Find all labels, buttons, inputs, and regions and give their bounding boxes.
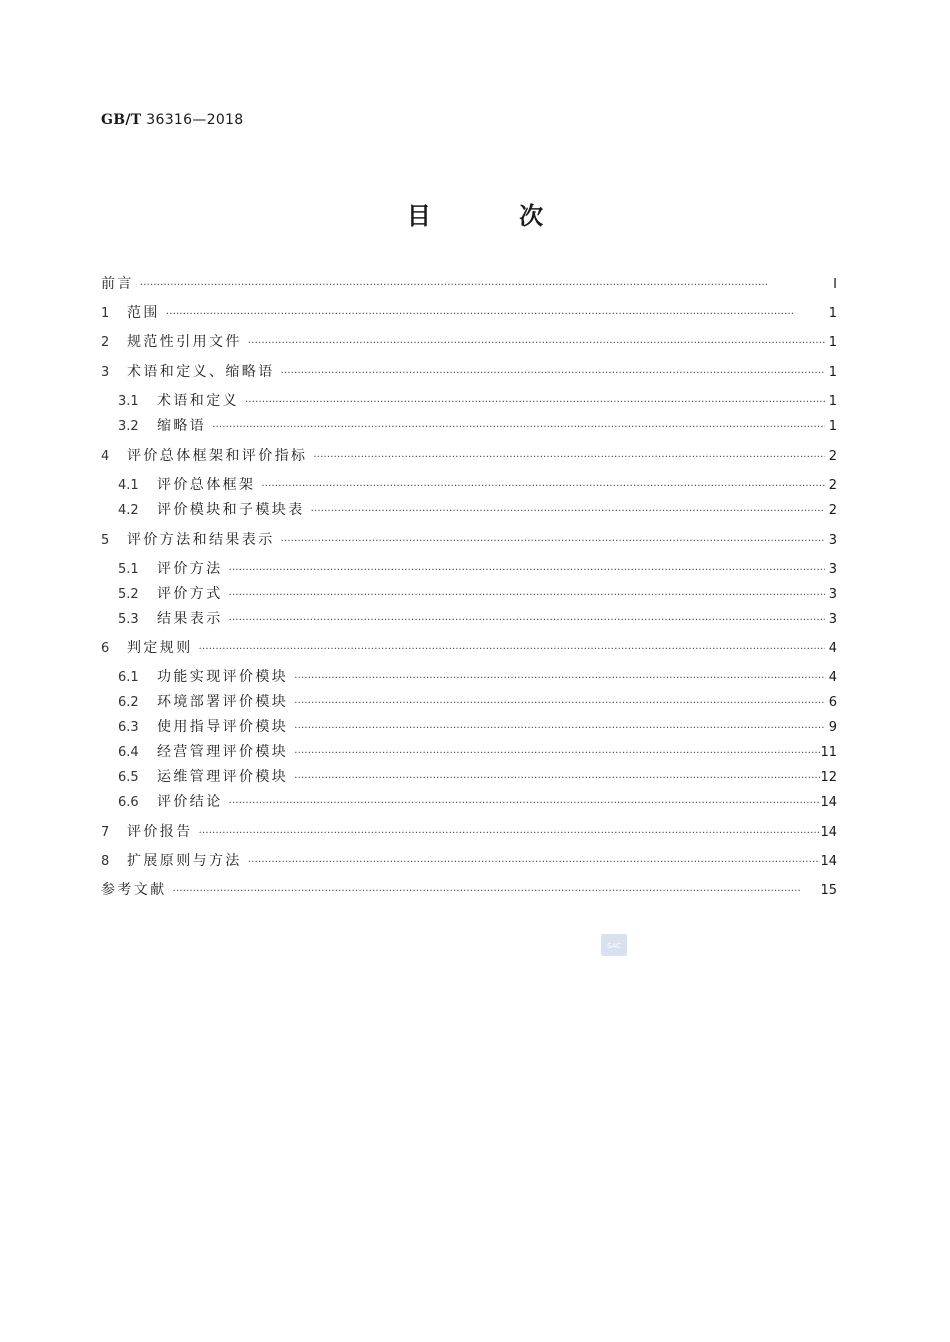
toc-entry-label: 评价总体框架和评价指标 bbox=[127, 448, 308, 464]
toc-leader-dots bbox=[248, 334, 825, 354]
toc-entry-page: 3 bbox=[828, 533, 837, 548]
toc-entry-label: 经营管理评价模块 bbox=[157, 744, 289, 760]
toc-entry-page: 1 bbox=[828, 335, 837, 350]
toc-entry[interactable] bbox=[101, 880, 837, 900]
toc-entry-number: 7 bbox=[101, 825, 110, 840]
toc-entry-number: 3.1 bbox=[118, 394, 139, 409]
svg-text:SAC: SAC bbox=[606, 942, 622, 950]
toc-entry[interactable] bbox=[101, 362, 837, 382]
toc-entry-number: 4.1 bbox=[118, 478, 139, 493]
toc-leader-dots bbox=[248, 853, 821, 873]
toc-entry-number: 6.6 bbox=[118, 795, 139, 810]
toc-entry-label: 术语和定义 bbox=[157, 393, 239, 409]
toc-entry[interactable] bbox=[101, 530, 837, 550]
toc-entry-label: 评价报告 bbox=[127, 824, 193, 840]
toc-entry-label: 使用指导评价模块 bbox=[157, 719, 289, 735]
toc-leader-dots bbox=[294, 719, 825, 739]
toc-entry-label: 前言 bbox=[101, 276, 134, 292]
toc-entry-page: 2 bbox=[828, 478, 837, 493]
toc-entry[interactable] bbox=[101, 446, 837, 466]
toc-entry-number: 6.5 bbox=[118, 770, 139, 785]
toc-leader-dots bbox=[229, 561, 825, 581]
toc-entry-number: 6 bbox=[101, 641, 110, 656]
toc-entry-page: 14 bbox=[820, 795, 837, 810]
toc-entry[interactable] bbox=[101, 584, 837, 604]
toc-entry[interactable] bbox=[101, 559, 837, 579]
toc-entry-page: 15 bbox=[820, 883, 837, 898]
standard-number: 36316—2018 bbox=[146, 112, 244, 128]
toc-entry[interactable] bbox=[101, 500, 837, 520]
toc-leader-dots bbox=[212, 418, 825, 438]
toc-entry-label: 术语和定义、缩略语 bbox=[127, 364, 275, 380]
toc-entry-number: 1 bbox=[101, 306, 110, 321]
toc-entry-page: 3 bbox=[828, 587, 837, 602]
toc-entry-label: 评价总体框架 bbox=[157, 477, 256, 493]
toc-entry-label: 范围 bbox=[127, 305, 160, 321]
toc-leader-dots bbox=[229, 794, 821, 814]
toc-entry-label: 功能实现评价模块 bbox=[157, 669, 289, 685]
toc-entry-page: 4 bbox=[828, 670, 837, 685]
page-title: 目 次 bbox=[406, 202, 584, 230]
toc-entry-label: 环境部署评价模块 bbox=[157, 694, 289, 710]
toc-entry-number: 6.4 bbox=[118, 745, 139, 760]
toc-entry[interactable] bbox=[101, 692, 837, 712]
toc-entry[interactable] bbox=[101, 767, 837, 787]
toc-entry-label: 缩略语 bbox=[157, 418, 207, 434]
toc-entry-number: 2 bbox=[101, 335, 110, 350]
sac-logo-icon bbox=[601, 934, 627, 956]
toc-entry-number: 4.2 bbox=[118, 503, 139, 518]
toc-entry-page: 12 bbox=[820, 770, 837, 785]
toc-entry[interactable] bbox=[101, 792, 837, 812]
toc-entry-label: 结果表示 bbox=[157, 611, 223, 627]
toc-entry-page: 11 bbox=[820, 745, 837, 760]
toc-entry[interactable] bbox=[101, 609, 837, 629]
toc-leader-dots bbox=[199, 824, 821, 844]
toc-entry-number: 5.2 bbox=[118, 587, 139, 602]
toc-leader-dots bbox=[294, 694, 825, 714]
toc-entry[interactable] bbox=[101, 416, 837, 436]
toc-entry-page: 1 bbox=[828, 306, 837, 321]
toc-leader-dots bbox=[311, 502, 825, 522]
toc-entry-label: 参考文献 bbox=[101, 882, 167, 898]
toc-entry-label: 评价结论 bbox=[157, 794, 223, 810]
toc-leader-dots bbox=[313, 448, 825, 468]
toc-entry-page: 14 bbox=[820, 854, 837, 869]
toc-leader-dots bbox=[229, 586, 825, 606]
toc-leader-dots bbox=[245, 393, 825, 413]
toc-leader-dots bbox=[166, 305, 825, 325]
toc-entry-page: 1 bbox=[828, 365, 837, 380]
toc-entry-label: 评价模块和子模块表 bbox=[157, 502, 305, 518]
toc-entry-page: 6 bbox=[828, 695, 837, 710]
toc-entry-label: 判定规则 bbox=[127, 640, 193, 656]
toc-leader-dots bbox=[294, 769, 820, 789]
toc-entry-label: 评价方法 bbox=[157, 561, 223, 577]
toc-entry-number: 6.1 bbox=[118, 670, 139, 685]
toc-leader-dots bbox=[140, 276, 825, 296]
toc-entry-page: 4 bbox=[828, 641, 837, 656]
toc-entry[interactable] bbox=[101, 274, 837, 294]
toc-entry-page: 9 bbox=[828, 720, 837, 735]
toc-leader-dots bbox=[173, 882, 821, 902]
toc-entry-number: 5.3 bbox=[118, 612, 139, 627]
toc-leader-dots bbox=[294, 744, 820, 764]
standard-code bbox=[101, 112, 243, 128]
toc-entry-number: 5.1 bbox=[118, 562, 139, 577]
standard-prefix: GB/T bbox=[101, 112, 142, 128]
toc-entry[interactable] bbox=[101, 303, 837, 323]
toc-leader-dots bbox=[199, 640, 825, 660]
toc-entry[interactable] bbox=[101, 717, 837, 737]
toc-leader-dots bbox=[261, 477, 825, 497]
toc-entry-number: 3.2 bbox=[118, 419, 139, 434]
toc-entry-page: 2 bbox=[828, 449, 837, 464]
toc-leader-dots bbox=[229, 611, 825, 631]
toc-entry-number: 5 bbox=[101, 533, 110, 548]
toc-entry-number: 6.2 bbox=[118, 695, 139, 710]
toc-entry-page: 2 bbox=[828, 503, 837, 518]
toc-entry-label: 规范性引用文件 bbox=[127, 334, 242, 350]
toc-leader-dots bbox=[294, 669, 825, 689]
toc-leader-dots bbox=[281, 532, 825, 552]
toc-entry[interactable] bbox=[101, 638, 837, 658]
toc-entry-label: 评价方法和结果表示 bbox=[127, 532, 275, 548]
toc-entry-page: 3 bbox=[828, 612, 837, 627]
toc-entry-number: 4 bbox=[101, 449, 110, 464]
toc-entry[interactable] bbox=[101, 851, 837, 871]
toc-entry-label: 评价方式 bbox=[157, 586, 223, 602]
toc-entry[interactable] bbox=[101, 391, 837, 411]
toc-entry-page: 1 bbox=[828, 419, 837, 434]
toc-entry-number: 3 bbox=[101, 365, 110, 380]
toc-entry-page: Ⅰ bbox=[833, 277, 837, 292]
toc-entry[interactable] bbox=[101, 475, 837, 495]
toc-entry-page: 1 bbox=[828, 394, 837, 409]
toc-entry[interactable] bbox=[101, 822, 837, 842]
toc-leader-dots bbox=[281, 364, 825, 384]
toc-entry-page: 14 bbox=[820, 825, 837, 840]
toc-entry[interactable] bbox=[101, 667, 837, 687]
toc-entry[interactable] bbox=[101, 332, 837, 352]
toc-entry-label: 扩展原则与方法 bbox=[127, 853, 242, 869]
toc-entry-page: 3 bbox=[828, 562, 837, 577]
toc-entry-number: 8 bbox=[101, 854, 110, 869]
toc-entry[interactable] bbox=[101, 742, 837, 762]
toc-entry-label: 运维管理评价模块 bbox=[157, 769, 289, 785]
toc-entry-number: 6.3 bbox=[118, 720, 139, 735]
